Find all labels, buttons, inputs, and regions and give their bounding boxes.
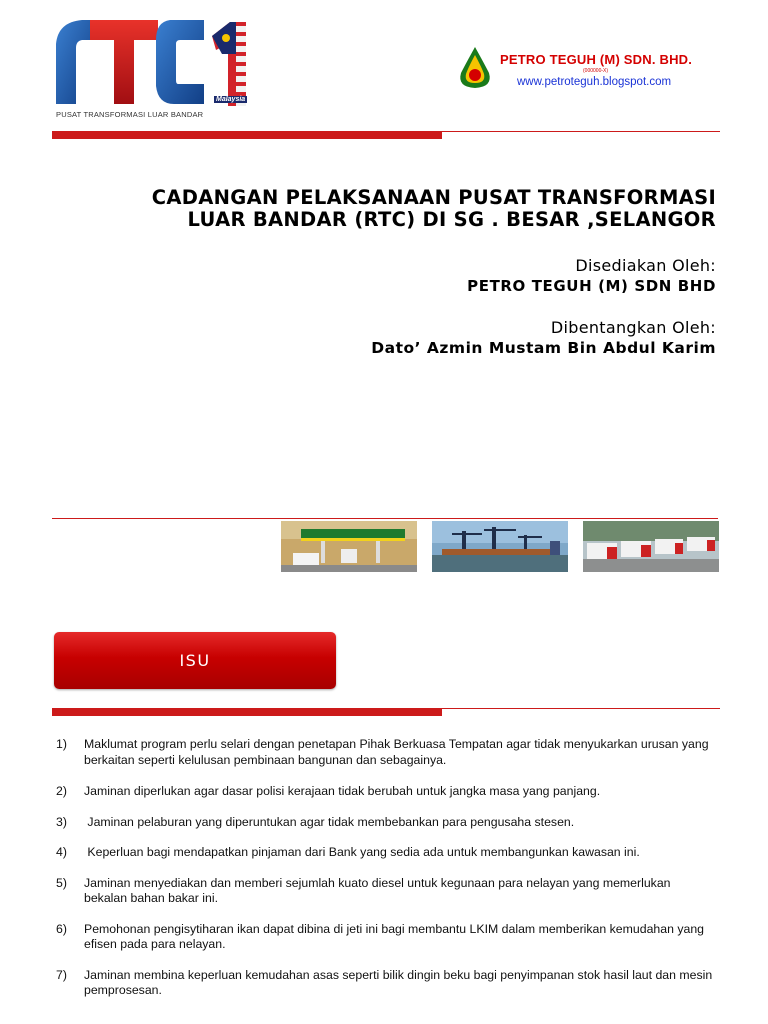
- divider-thick: [52, 131, 442, 139]
- rtc-tagline: PUSAT TRANSFORMASI LUAR BANDAR: [56, 110, 204, 119]
- issue-text: Keperluan bagi mendapatkan pinjaman dari Bank yang sedia ada untuk membangunkan kawasan ini.: [84, 845, 640, 859]
- prepared-by-value: PETRO TEGUH (M) SDN BHD: [467, 277, 716, 295]
- title-line-2: LUAR BANDAR (RTC) DI SG . BESAR ,SELANGOR: [187, 208, 716, 231]
- presented-by-label: Dibentangkan Oleh:: [550, 318, 716, 337]
- issue-item-5: [56, 876, 716, 907]
- issue-text: Pemohonan pengisytiharan ikan dapat dibina di jeti ini bagi membantu LKIM dalam memberikan kemudahan yang efisen pada para nelayan.: [84, 921, 705, 951]
- issue-item-2: [56, 784, 716, 800]
- issue-item-6: [56, 922, 716, 953]
- issue-text: Maklumat program perlu selari dengan penetapan Pihak Berkuasa Tempatan agar tidak menyukarkan urusan yang berkaitan seperti kelulusan pembinaan bangunan dan sebagainya.: [84, 737, 709, 767]
- issue-item-4: [56, 845, 716, 861]
- issue-number: 6): [56, 921, 67, 936]
- divider-thin-lower: [442, 708, 720, 709]
- issue-number: 1): [56, 737, 67, 751]
- issue-text: Jaminan pelaburan yang diperuntukan agar tidak membebankan para pengusaha stesen.: [84, 814, 575, 829]
- issue-number: 4): [56, 845, 67, 859]
- issue-item-1: [56, 737, 716, 768]
- issue-text: Jaminan membina keperluan kemudahan asas seperti bilik dingin beku bagi penyimpanan stok hasil laut dan mesin pemprosesan.: [84, 967, 713, 997]
- photo-petrol-station: [281, 521, 417, 572]
- issue-number: 7): [56, 967, 67, 982]
- issue-number: 3): [56, 814, 67, 829]
- company-name: PETRO TEGUH (M) SDN. BHD.: [500, 52, 693, 67]
- divider-photos: [52, 518, 718, 519]
- issue-number: 5): [56, 875, 67, 890]
- company-registration: (000000-X): [583, 68, 609, 74]
- photo-port-cranes: [432, 521, 568, 572]
- divider-thick-lower: [52, 708, 442, 716]
- presented-by-value: Dato’ Azmin Mustam Bin Abdul Karim: [371, 339, 716, 357]
- issue-list: [56, 737, 716, 999]
- company-website-link[interactable]: www.petroteguh.blogspot.com: [517, 76, 672, 88]
- issue-text: Jaminan menyediakan dan memberi sejumlah kuato diesel untuk kegunaan para nelayan yang memerlukan bekalan bahan bakar ini.: [84, 875, 671, 905]
- issue-item-3: [56, 815, 716, 831]
- petro-drop-logo-icon: [457, 45, 493, 90]
- photo-truck-fleet: [583, 521, 719, 572]
- title-line-1: CADANGAN PELAKSANAAN PUSAT TRANSFORMASI: [151, 186, 716, 209]
- isu-section-button[interactable]: ISU: [54, 632, 336, 689]
- issue-number: 2): [56, 784, 67, 798]
- prepared-by-label: Disediakan Oleh:: [575, 256, 716, 275]
- document-title: [152, 187, 716, 231]
- divider-thin: [442, 131, 720, 132]
- issue-text: Jaminan diperlukan agar dasar polisi kerajaan tidak berubah untuk jangka masa yang panjang.: [84, 784, 601, 798]
- issue-item-7: [56, 968, 716, 999]
- malaysia-badge: Malaysia: [216, 96, 246, 103]
